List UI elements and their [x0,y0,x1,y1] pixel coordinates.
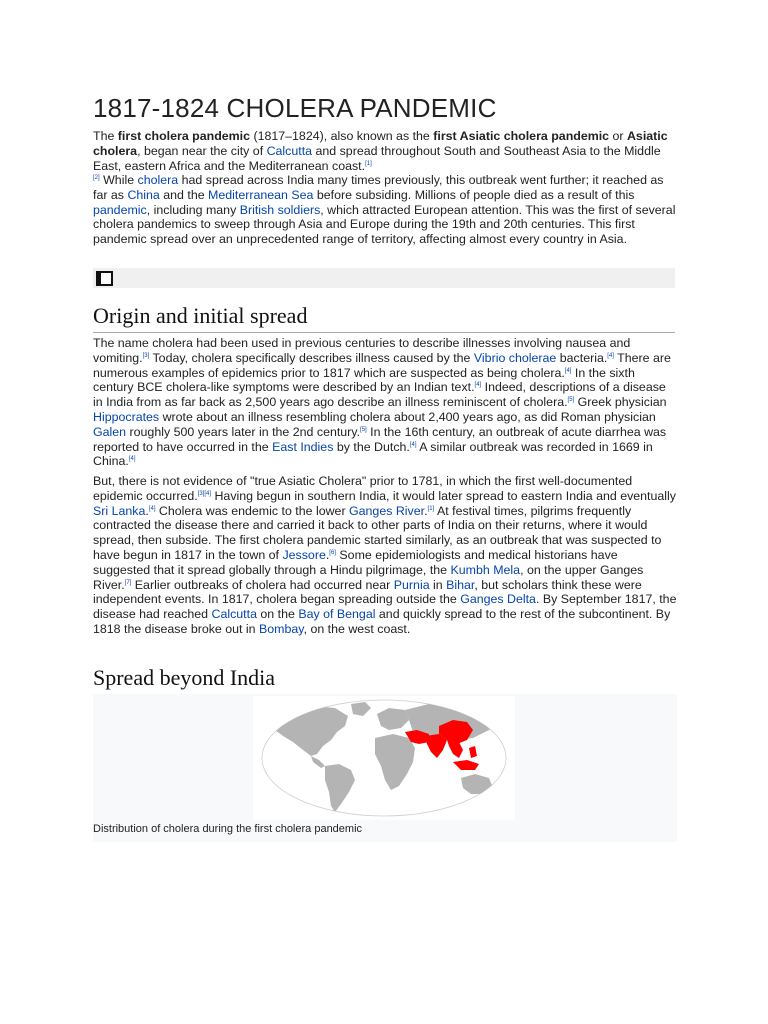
link-galen[interactable]: Galen [93,424,127,439]
reference-marker[interactable]: [3][4] [197,490,212,497]
origin-paragraph-2 [93,474,677,637]
link-ganges-delta[interactable]: Ganges Delta [460,592,536,607]
link-mediterranean-sea[interactable]: Mediterranean Sea [208,187,314,202]
bold-term: Asiatic cholera [93,129,668,158]
text: , on the west coast. [303,621,411,636]
text: Greek physician [574,395,667,410]
reference-marker[interactable]: [1] [427,505,435,512]
text: on the [256,607,299,622]
text: , which attracted European attention. This was the first of several cholera pandemics to sweep through Asia and Europe during the 19th and 20th centuries. This first pandemic spread over an unprecedented range of territory, affecting almost every country in Asia. [93,202,676,247]
text: wrote about an illness resembling cholera about 2,400 years ago, as did Roman physician [159,409,656,424]
text: . [325,547,330,562]
reference-marker[interactable]: [4] [474,382,482,389]
bold-term: first cholera pandemic [117,129,251,143]
reference-marker[interactable]: [4] [409,441,417,448]
text: Some epidemiologists and medical historians have suggested that it spread globally through a Hindu pilgrimage, the [93,547,618,577]
section-heading-origin: Origin and initial spread [93,303,675,333]
text: . By September 1817, the disease had reached [93,592,677,622]
text: . [145,503,149,518]
reference-marker[interactable]: [4] [607,352,614,359]
text: But, there is not evidence of "true Asiatic Cholera" prior to 1781, in which the first well-documented epidemic occurred. [93,474,633,503]
text: (1817–1824), also known as the [250,129,434,143]
text: bacteria. [556,350,608,365]
world-map-icon [253,696,515,820]
figure-cholera-map [93,694,677,842]
reference-marker[interactable]: [4] [148,505,156,512]
intro-paragraph-2 [93,173,677,247]
text: Cholera was endemic to the lower [155,503,350,518]
reference-marker[interactable]: [1] [365,160,372,167]
reference-marker[interactable]: [7] [124,579,132,586]
toc-toggle-bar[interactable] [93,268,675,288]
text: There are numerous examples of epidemics prior to 1817 which are suspected as being cholera. [93,350,671,380]
text: . [424,503,428,518]
text: had spread across India many times previously, this outbreak went further; it reached as far as [93,173,664,202]
reference-marker[interactable]: [4] [564,367,572,374]
new-zealand-shape [501,792,507,804]
text: before subsiding. Millions of people died as a result of this [313,187,635,202]
link-ganges-river[interactable]: Ganges River [349,503,425,518]
origin-paragraph-1 [93,336,677,469]
text: and the [159,187,209,202]
page-title: 1817-1824 CHOLERA PANDEMIC [93,93,497,123]
intro-paragraph-1 [93,129,677,173]
bold-term: first Asiatic cholera pandemic [433,129,610,143]
link-jessore[interactable]: Jessore [282,547,326,562]
text: The [93,129,118,143]
section-heading-spread: Spread beyond India [93,665,675,695]
text: The name cholera had been used in previous centuries to describe illnesses involving nausea and vomiting. [93,336,631,365]
link-calcutta[interactable]: Calcutta [266,143,313,158]
text: Having begun in southern India, it would later spread to eastern India and eventually [211,488,676,503]
text: and quickly spread to the rest of the subcontinent. By 1818 the disease broke out in [93,607,671,636]
link-purnia[interactable]: Purnia [393,577,430,592]
link-sri-lanka[interactable]: Sri Lanka [93,503,146,518]
text: , but scholars think these were independent events. In 1817, cholera began spreading outside the [93,577,642,607]
reference-marker[interactable]: [6] [329,549,336,556]
reference-marker[interactable]: [4] [128,456,136,463]
reference-marker[interactable]: [2] [93,175,100,181]
text: In the 16th century, an outbreak of acute diarrhea was reported to have occurred in the [93,424,667,454]
text: While [99,173,138,187]
text: Indeed, descriptions of a disease in India from as far back as 2,500 years ago describe an illness reminiscent of cholera. [93,380,666,410]
link-cholera[interactable]: cholera [137,173,179,187]
map-image[interactable] [253,696,515,820]
toc-toggle-icon[interactable] [96,271,113,286]
text: or [609,129,627,143]
link-british-soldiers[interactable]: British soldiers [239,202,321,217]
text: by the Dutch. [333,439,410,454]
text: , including many [146,202,240,217]
link-kumbh-mela[interactable]: Kumbh Mela [450,562,521,577]
link-bombay[interactable]: Bombay [259,621,304,636]
link-bay-of-bengal[interactable]: Bay of Bengal [298,607,376,622]
link-hippocrates[interactable]: Hippocrates [93,409,160,424]
link-china[interactable]: China [127,187,160,202]
reference-marker[interactable]: [5] [360,426,367,433]
text: Earlier outbreaks of cholera had occurred near [131,577,394,592]
text: At festival times, pilgrims frequently contracted the disease there and carried it back to other parts of India on their returns, where it would spread, then subside. The first cholera pandemic started similarly, as an outbreak that was suspected to have begun in 1817 in the town of [93,503,662,562]
link-vibrio-cholerae[interactable]: Vibrio cholerae [473,350,557,365]
text: and spread throughout South and Southeast Asia to the Middle East, eastern Africa and the Mediterranean coast. [93,143,661,173]
text: in [429,577,447,592]
reference-marker[interactable]: [3] [142,352,150,359]
text: Today, cholera specifically describes illness caused by the [149,350,474,365]
link-bihar[interactable]: Bihar [446,577,475,592]
text: A similar outbreak was recorded in 1669 in China. [93,439,653,469]
text: , began near the city of [137,143,267,158]
link-pandemic[interactable]: pandemic [93,202,147,217]
text: , on the upper Ganges River. [93,562,644,592]
link-calcutta[interactable]: Calcutta [211,607,257,622]
reference-marker[interactable]: [5] [567,397,575,404]
figure-caption: Distribution of cholera during the first cholera pandemic [93,823,363,835]
text: In the sixth century BCE cholera-like symptoms were described by an Indian text. [93,365,635,395]
text: roughly 500 years later in the 2nd century. [126,424,361,439]
link-east-indies[interactable]: East Indies [272,439,334,454]
